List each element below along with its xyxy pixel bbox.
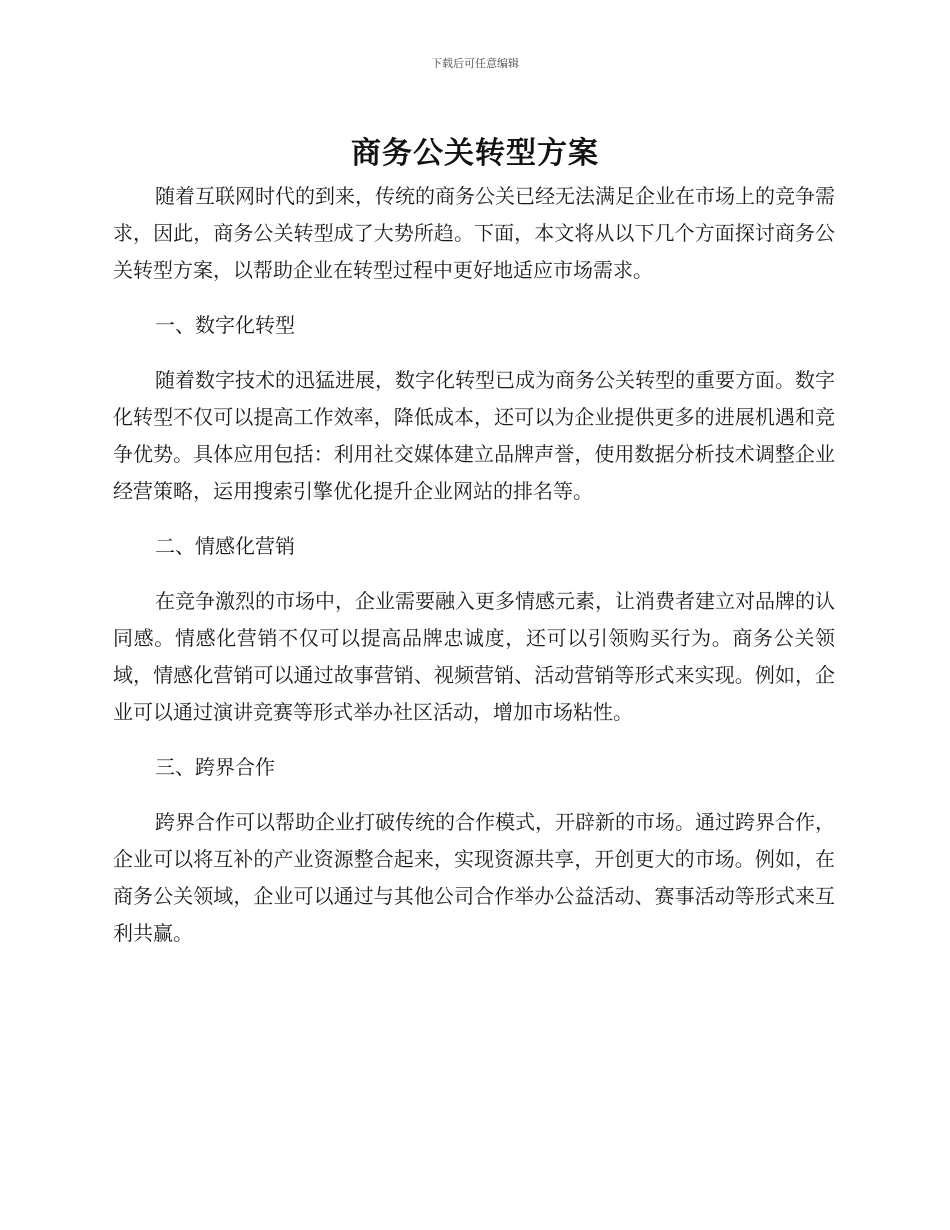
section-paragraph-emotional: 在竞争激烈的市场中，企业需要融入更多情感元素，让消费者建立对品牌的认同感。情感化营销不仅可以提高品牌忠诚度，还可以引领购买行为。商务公关领域，情感化营销可以通过故事营销、视频营销、活动营销等形式来实现。例如，企业可以通过演讲竞赛等形式举办社区活动，增加市场粘性。 (113, 589, 835, 724)
header-note: 下载后可任意编辑 (431, 57, 519, 70)
section-heading-emotional: 二、情感化营销 (155, 534, 295, 558)
section-paragraph-digital: 随着数字技术的迅猛进展，数字化转型已成为商务公关转型的重要方面。数字化转型不仅可以提高工作效率，降低成本，还可以为企业提供更多的进展机遇和竞争优势。具体应用包括：利用社交媒体建立品牌声誉，使用数据分析技术调整企业经营策略，运用搜索引擎优化提升企业网站的排名等。 (113, 368, 835, 503)
section-heading-digital: 一、数字化转型 (155, 313, 295, 337)
intro-paragraph: 随着互联网时代的到来，传统的商务公关已经无法满足企业在市场上的竞争需求，因此，商务公关转型成了大势所趋。下面，本文将从以下几个方面探讨商务公关转型方案，以帮助企业在转型过程中更好地适应市场需求。 (113, 184, 835, 282)
section-heading-crossover: 三、跨界合作 (155, 755, 275, 779)
document-body (113, 178, 835, 952)
section-paragraph-crossover: 跨界合作可以帮助企业打破传统的合作模式，开辟新的市场。通过跨界合作，企业可以将互补的产业资源整合起来，实现资源共享，开创更大的市场。例如，在商务公关领域，企业可以通过与其他公司合作举办公益活动、赛事活动等形式来互利共赢。 (113, 810, 835, 945)
document-title: 商务公关转型方案 (351, 136, 599, 171)
